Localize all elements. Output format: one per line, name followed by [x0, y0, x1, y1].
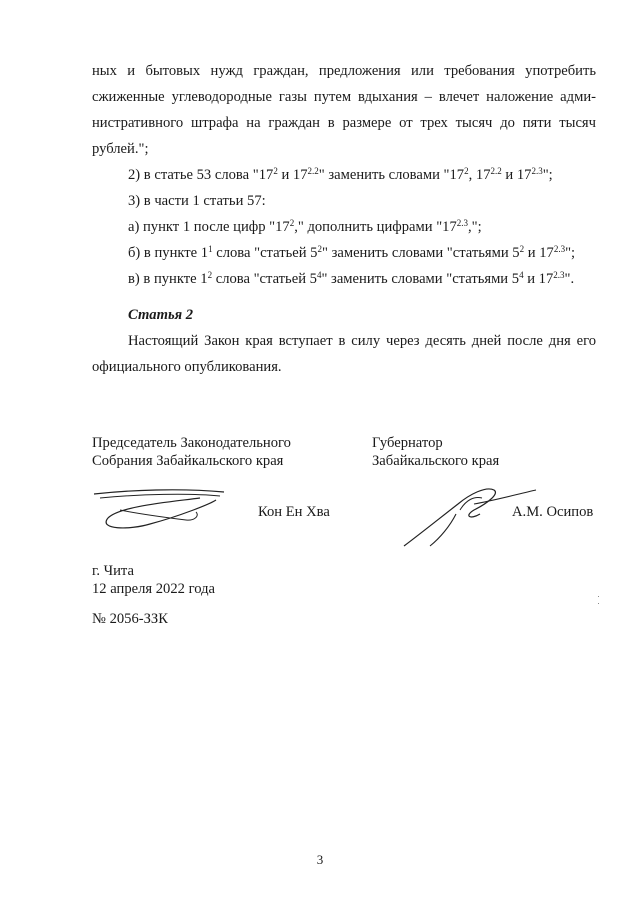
body-text-line: нистративного штрафа на граждан в размере от трех тысяч до пяти тысяч — [92, 115, 596, 131]
law-number: № 2056-ЗЗК — [92, 611, 168, 627]
body-text-line: рублей."; — [92, 141, 149, 157]
amendment-item-3: 3) в части 1 статьи 57: — [128, 193, 266, 209]
amendment-subitem-a: а) пункт 1 после цифр "$17^2$," дополнить цифрами "$17^{2.3}$,"; — [128, 218, 482, 235]
amendment-subitem-v: в) в пункте $1^2$ слова "статьей $5^4$" заменить словами "статьями $5^4$ и $17^{2.3}$". — [128, 270, 575, 287]
body-text-line: сжиженные углеводородные газы путем вдыхания – влечет наложение адми- — [92, 89, 596, 105]
right-signatory-title: Губернатор Забайкальского края — [372, 435, 500, 469]
left-signatory-name: Кон Ен Хва — [258, 504, 330, 520]
page-number: 3 — [316, 852, 324, 867]
body-text-line: официального опубликования. — [92, 359, 282, 375]
left-signatory-title: Председатель Законодательного Собрания Забайкальского края — [92, 435, 291, 469]
body-text-line: ных и бытовых нужд граждан, предложения или требования употребить — [92, 63, 596, 79]
article-heading: Статья 2 — [128, 307, 194, 323]
body-text-line: Настоящий Закон края вступает в силу через десять дней после дня его — [128, 333, 596, 349]
left-signature-image — [90, 480, 230, 540]
date: 12 апреля 2022 года — [92, 581, 215, 597]
scan-speck — [598, 603, 599, 604]
scan-speck — [598, 596, 599, 597]
right-signatory-name: А.М. Осипов — [512, 504, 594, 520]
amendment-subitem-b: б) в пункте $1^1$ слова "статьей $5^2$" заменить словами "статьями $5^2$ и $17^{2.3}$"; — [128, 244, 576, 261]
city: г. Чита — [92, 563, 134, 579]
amendment-item-2: 2) в статье 53 слова "$17^2$ и $17^{2.2}$" заменить словами "$17^2$, $17^{2.2}$ и $17^{2.3}$"; — [128, 166, 553, 183]
